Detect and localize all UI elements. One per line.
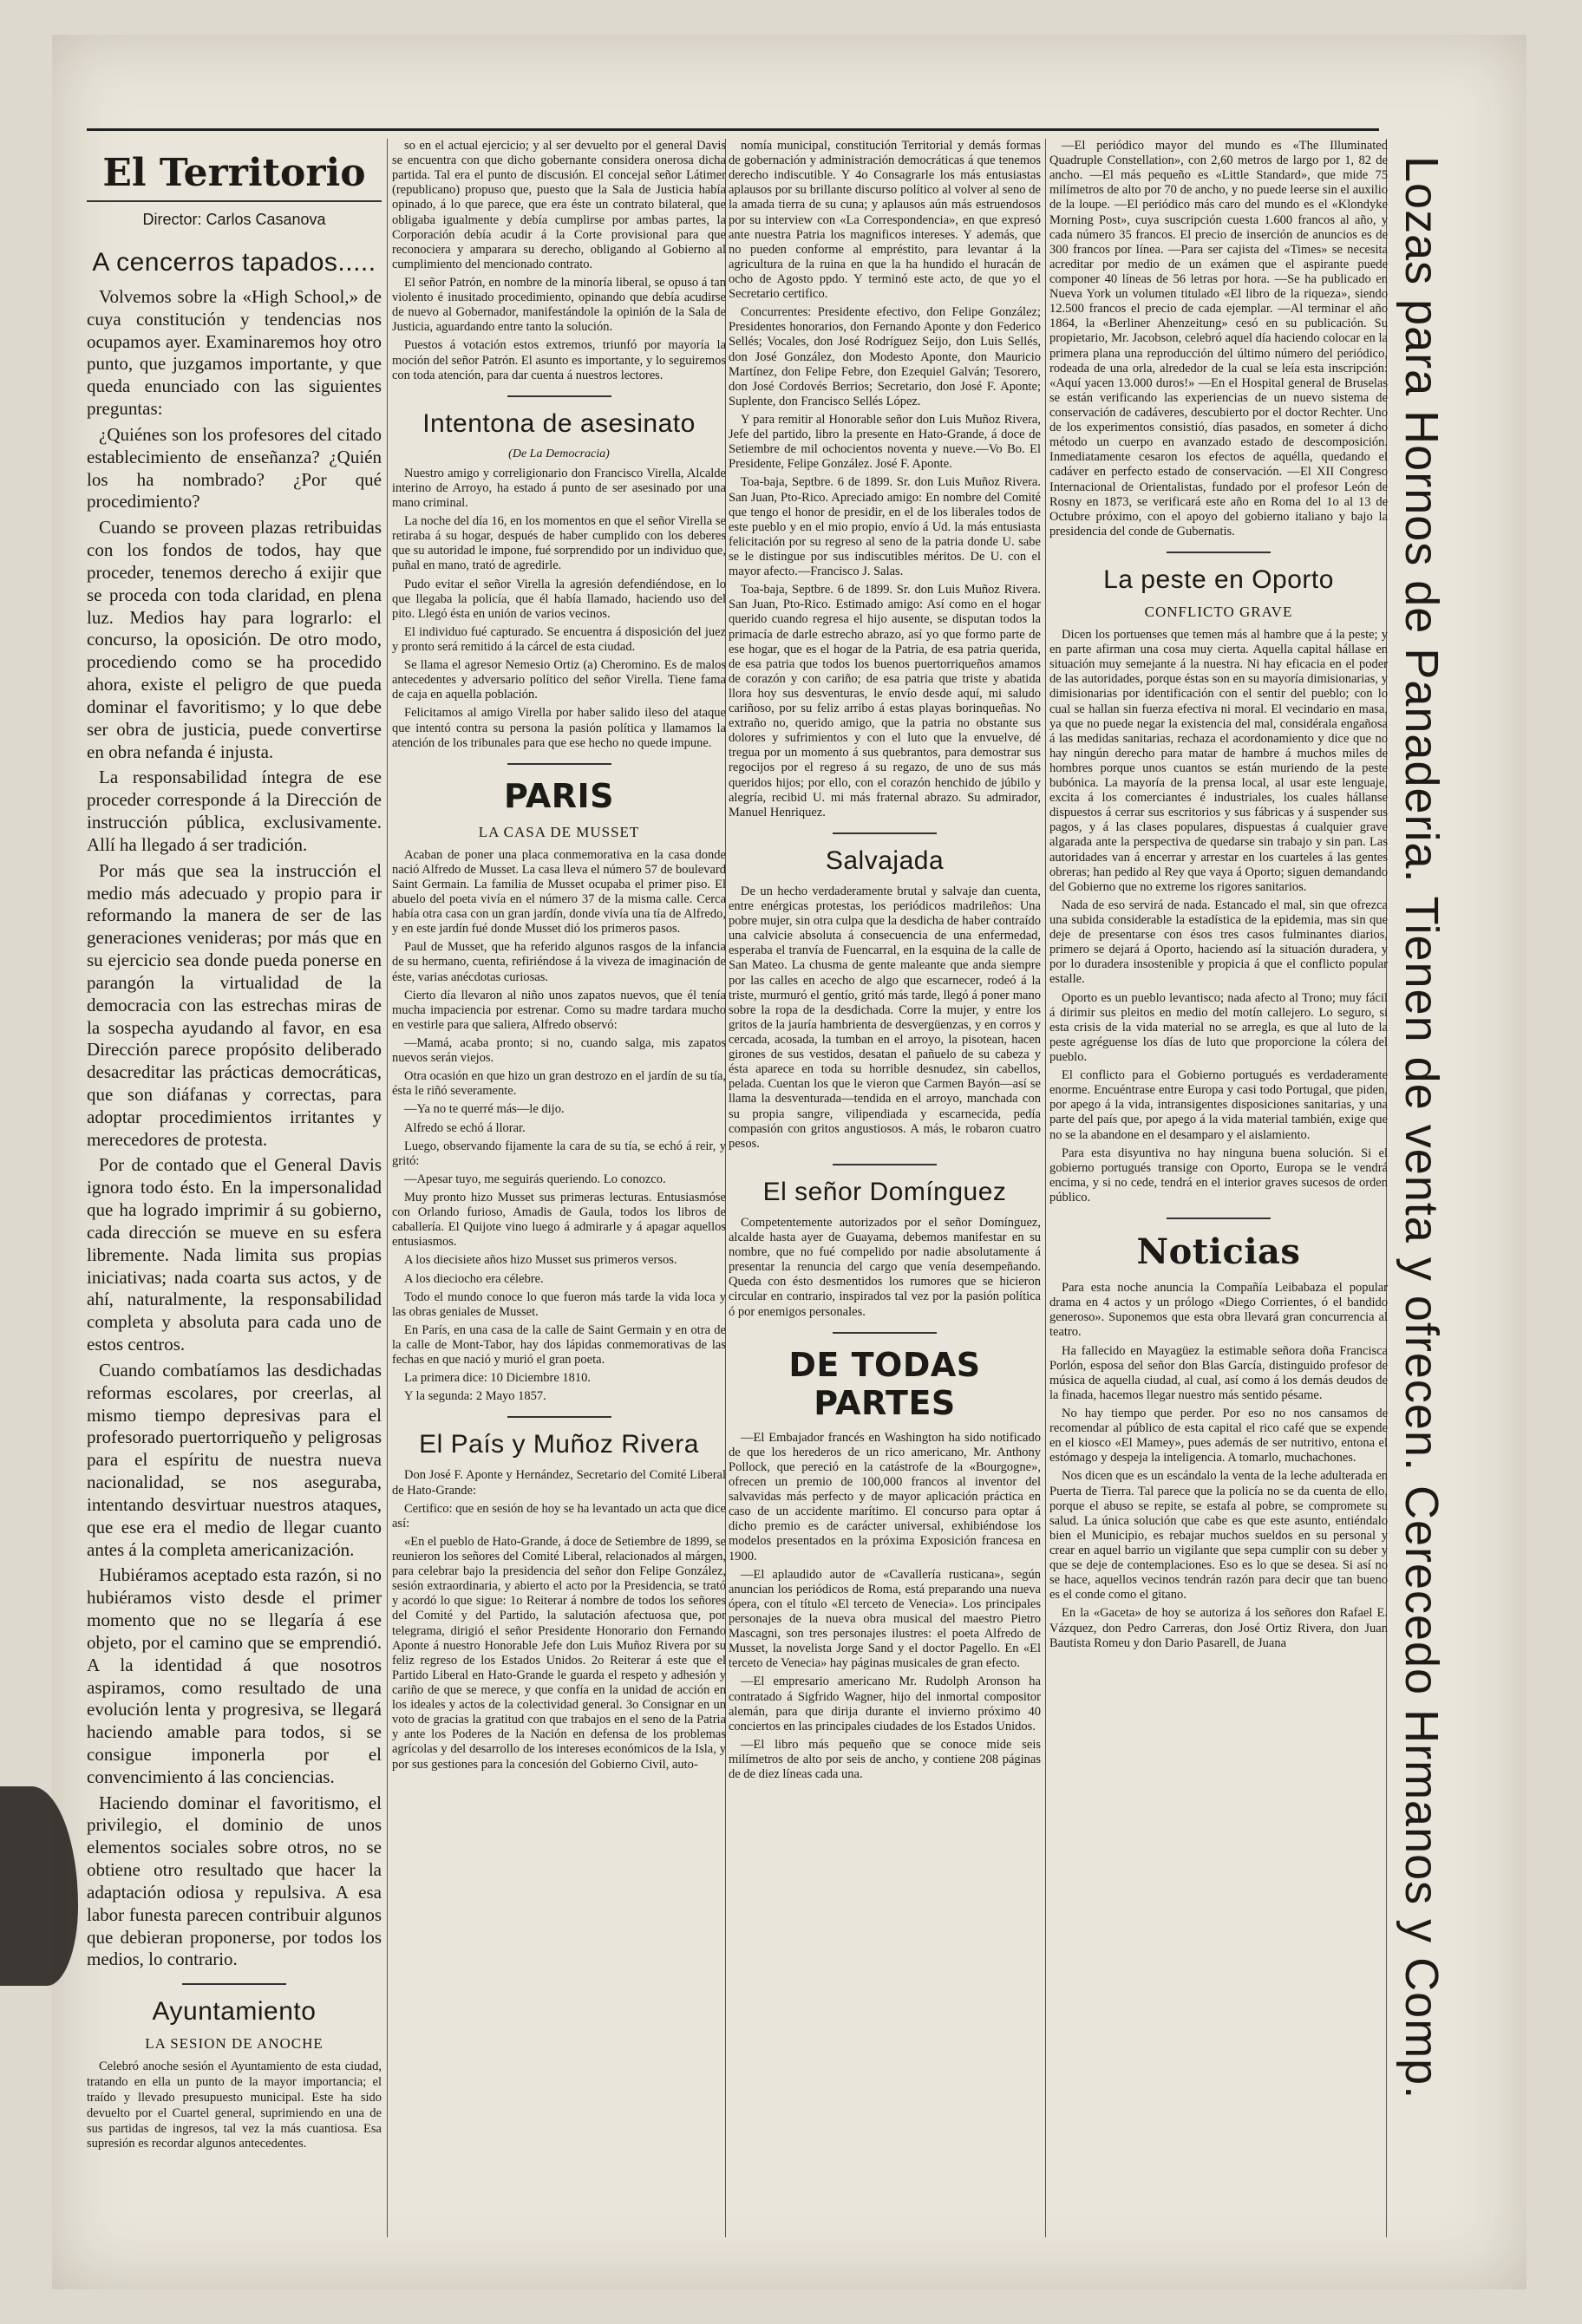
separator [182, 1983, 286, 1985]
paragraph: Muy pronto hizo Musset sus primeras lecturas. Entusiasmóse con Orlando furioso, Amadis de Gaula, todos los libros de caballería. El Quijote vino luego á admirarle y á apagar aquellos entusiasmos. [392, 1191, 726, 1250]
paragraph: Cuando se proveen plazas retribuidas con los fondos de todos, hay que proceder, tenemos derecho á exijir que se proceda con toda claridad, en plena luz. Medios hay para lograrlo: el concurso, la oposición. De otro modo, procediendo como se ha procedido ahora, existe el peligro de que pueda dominar el favoritismo; y lo que debe ser obra de justicia, puede convertirse en obra nefanda é injusta. [87, 517, 382, 762]
paragraph: —El aplaudido autor de «Cavallería rusticana», según anuncian los periódicos de Roma, está preparando una nueva ópera, con el título «El terceto de Venecia». Los principales personajes de la nueva obra musical del maestro Pietro Mascagni, son tres personajes ilustres: el poeta Alfredo de Musset, la novelista Jorge Sand y el doctor Pagello. En «El terceto de Venecia» hay páginas musicales de gran efecto. [729, 1567, 1041, 1671]
column-1 [87, 139, 382, 2156]
paragraph: Dicen los portuenses que temen más al hambre que á la peste; y en parte afirman una cosa muy cierta. Aquella capital hállase en situación muy semejante á la nuestra. Ni hay eficacia en el poder de las autoridades, porque éstas son en su mayoría dimisionarias, y dimisionarias por identificación con el sentir del pueblo; con lo cual se hallan sin fuerza efectiva ni moral. El vecindario en masa, ya que no puede negar la existencia del mal, considérala engañosa á las medidas sanitarias, rechaza el acordonamiento y dice que no hay ningún derecho para matar de hambre á muchos miles de hombres porque unos cuantos se están muriendo de la peste bubónica. La mayoría de la prensa local, al usar este lenguaje, excita á los comerciantes é industriales, los cuales hállanse dispuestos á cerrar sus escritorios y sus fábricas y á suspender sus pagos, y á las clases populares, dispuestas á cualquier grave algarada ante la perspectiva de quedarse sin trabajo y sin pan. Las autoridades van á encerrar y arrestar en los cuarteles á las gentes obreras; han pedido al Rey que vaya á Oporto; siguen demandando del Gobierno que no extreme los rigores sanitarios. [1049, 627, 1388, 894]
separator [1167, 1217, 1271, 1219]
paragraph: Para esta noche anuncia la Compañía Leibabaza el popular drama en 4 actos y un prólogo «Diego Corrientes, ó el bandido generoso». Suponemos que esta obra llevará gran concurrencia al teatro. [1049, 1281, 1388, 1340]
paragraph: Volvemos sobre la «High School,» de cuya constitución y tendencias nos ocupamos ayer. Examinaremos hoy otro punto, que juzgamos importante, y que queda enunciado con las siguientes preguntas: [87, 286, 382, 420]
column-rule [1045, 139, 1046, 2237]
article-heading: El País y Muñoz Rivera [419, 1430, 699, 1459]
paragraph: No hay tiempo que perder. Por eso no nos cansamos de recomendar al público de esta capital el rico café que se expende en el kiosco «El Mamey», pues además de ser nutritivo, entona el estómago y despeja la inteligencia. A tomarlo, muchachones. [1049, 1406, 1388, 1466]
paragraph: Y la segunda: 2 Mayo 1857. [404, 1389, 546, 1404]
paragraph: La noche del día 16, en los momentos en que el señor Virella se retiraba á su hogar, después de haber cumplido con los deberes que su autoridad le impone, fué sorprendido por un individuo que, puñal en mano, trató de agredirle. [392, 514, 726, 573]
paragraph: Oporto es un pueblo levantisco; nada afecto al Trono; muy fácil á dirimir sus pleitos en medio del motín callejero. Lo seguro, si esta crisis de la vida material no se arregla, es que al luto de la peste agréguense los días de luto que proporcione la cólera del pueblo. [1049, 990, 1388, 1065]
paragraph: —El Embajador francés en Washington ha sido notificado de que los herederos de un rico americano, Mr. Anthony Pollock, que pereció en la catástrofe de la «Bourgogne», ofrecen un premio de 100,000 francos al inventor del salvavidas más perfecto y de mayor aplicación práctica en caso de un accidente marítimo. El concurso para optar á dicho premio es de carácter universal, exhibiéndose los modelos presentados en la próxima Exposición francesa en 1900. [729, 1430, 1041, 1563]
paragraph: Luego, observando fijamente la cara de su tía, se echó á reir, y gritó: [392, 1139, 726, 1168]
article-source: (De La Democracia) [508, 447, 610, 460]
top-rule [87, 128, 1379, 131]
article-subheading: LA SESION DE ANOCHE [145, 2035, 324, 2053]
paragraph: so en el actual ejercicio; y al ser devuelto por el general Davis se encuentra con que dicho gobernante considera onerosa dicha partida. Tal era el punto de discusión. El concejal señor Látimer (republicano) propuso que, puesto que la Sala de Justicia había opinado, á lo que parece, que era éste un contrato bilateral, que obligaba igualmente y debía cumplirse por ambas partes, la Corporación debía acudir á la Corte provisional para que reconociera y amparara su derecho, obligando al Gobierno al cumplimiento del mencionado contrato. [392, 139, 726, 271]
paragraph: Nada de eso servirá de nada. Estancado el mal, sin que ofrezca una subida considerable la estadística de la epidemia, mas sin que deje de presentarse con ésos tres casos fulminantes diarios, primero se dejará á Oporto, haciendo así la situación duradera, y por lo duradera insostenible y propicia á que el conflicto popular estalle. [1049, 898, 1388, 987]
paragraph: Para esta disyuntiva no hay ninguna buena solución. Si el gobierno portugués transige con Oporto, Europa se le vendrá encima, y si no cede, tendrá en el interior graves sucesos de orden público. [1049, 1146, 1388, 1204]
paragraph: Celebró anoche sesión el Ayuntamiento de esta ciudad, tratando en ella un punto de la mayor importancia; el traído y llevado presupuesto municipal. Este ha sido devuelto por el Cuartel general, suprimiendo en una de sus partidas de ingresos, tal vez la más cuantiosa. Esa supresión es recordar algunos antecedentes. [87, 2060, 382, 2151]
paragraph: Ha fallecido en Mayagüez la estimable señora doña Francisca Porlón, esposa del señor don Blas García, distinguido profesor de música de aquella ciudad, al cual, así como á los demás deudos de la finada, hacemos llegar nuestro más sentido pésame. [1049, 1343, 1388, 1402]
paragraph: El conflicto para el Gobierno portugués es verdaderamente enorme. Encuéntrase entre Europa y casi todo Portugal, que piden, por apego á la vida, intransigentes disposiciones sanitarias, y una parte del país que, por apego á la vida material también, exige que no se la abandone en el desamparo y el aislamiento. [1049, 1068, 1388, 1142]
separator [507, 395, 611, 397]
article-heading: PARIS [503, 776, 615, 815]
paragraph: Nos dicen que es un escándalo la venta de la leche adulterada en Puerta de Tierra. Tal parece que la policía no se da cuenta de ello, porque el abuso se repite, se estafa al pobre, se compromete su salud. La única solución que cabe es que este asunto, entiéndalo bien el Municipio, es rebajar muchos sueldos en su personal y crear en aquel barrio un vigilante que sepa cumplir con su deber y que se deje de contemplaciones. Eso es lo que se desea. Si así no se hace, aquellos vecinos tendrán razón para decir que tan bueno es el conde como el gitano. [1049, 1469, 1388, 1603]
side-advertisement-text: Lozas para Hornos de Panaderia. Tienen de venta y ofrecen. Cerecedo Hrmanos y Comp. [1396, 156, 1448, 2100]
article-subheading: CONFLICTO GRAVE [1144, 603, 1293, 620]
paragraph: Pudo evitar el señor Virella la agresión defendiéndose, en lo que llegaba la policía, que él había llamado, haciendo uso del pito. Llegó ésta en unión de varios vecinos. [392, 577, 726, 621]
paragraph: El individuo fué capturado. Se encuentra á disposición del juez y pronto será remitido á la cárcel de esta ciudad. [392, 624, 726, 654]
paragraph: —El empresario americano Mr. Rudolph Aronson ha contratado á Sigfrido Wagner, hijo del inmortal compositor alemán, para que dirija durante el invierno próximo 40 conciertos en las principales ciudades de los Estados Unidos. [729, 1674, 1041, 1733]
side-advertisement [1388, 156, 1457, 2100]
paragraph: Competentemente autorizados por el señor Domínguez, alcalde hasta ayer de Guayama, debemos manifestar en su nombre, que no fué compelido por nadie absolutamente á presentar la renuncia del cargo que venía desempeñando. Queda con ésto desmentidos los rumores que se hicieron circular en contrario, inspirados tal vez por la pasión política ó por enemigos personales. [729, 1215, 1041, 1319]
paragraph: Concurrentes: Presidente efectivo, don Felipe González; Presidentes honorarios, don Fernando Aponte y don Federico Sellés; Vocales, don José Rodríguez Seijo, don Luis Sellés, don José González, don Modesto Aponte, don Mauricio Martínez, don Felipe Febre, don Ezequiel Galván; Tesorero, don José Cordovés Berrios; Secretario, don José F. Aponte; Suplente, don Francisco Sellés López. [729, 305, 1041, 408]
paragraph: De un hecho verdaderamente brutal y salvaje dan cuenta, entre enérgicas protestas, los periódicos madrileños: Una pobre mujer, sin otra culpa que la desdicha de haber contraído una calvicie absoluta á consecuencia de una enfermedad, esperaba el tranvía de Fuencarral, en la esquina de la calle de San Mateo. La chusma de gente maleante que anda siempre por las calles en acecho de algo que escarnecer, rodeó á la triste, murmuró el gentío, gritó más tarde, llegó á poner mano sobre la ropa de la desdichada. Corre la mujer, y entre los gritos de la jauría hambrienta de desvergüenzas, y en corros y cercada, acosada, la tumban en el arroyo, la pisotean, hacen girones de sus vestidos, desatan el pañuelo de su cabeza y ésta aparece en toda su horrible desnudez, sin cabellos, pelada. Cuentan los que le vieron que Carmen Bayón—así se llama la desventurada—tendida en el arroyo, manchada con su propia sangre, vilipendiada y escarnecida, pedía compasión con gritos angustiosos. A más, le robaron cuatro pesos. [729, 884, 1041, 1151]
paragraph: Y para remitir al Honorable señor don Luis Muñoz Rivera, Jefe del partido, libro la presente en Hato-Grande, á doce de Setiembre de mil ochocientos noventa y nueve.—Vo Bo. El Presidente, Felipe González. José F. Aponte. [729, 412, 1041, 472]
letter: Toa-baja, Septbre. 6 de 1899. Sr. don Luis Muñoz Rivera. San Juan, Pto-Rico. Estimado amigo: Así como en el hogar querido cuando regresa el hijo ausente, se disputan todos la primacía de darle estrecho abrazo, así yo que formo parte de ese hogar, que es el hogar de la Patria, de esa patria querida, de esa patria que todos los buenos puertorriqueños amamos de corazón y con cariño; de esa patria que triste y abatida llora hoy sus desventuras, le envío desde aquí, mi saludo cariñoso, por su feliz arribo á estas playas borinqueñas. No extraño no, querido amigo, que la patria no obstante sus dolores y sufrimientos y con el luto que la envuelve, dé tregua por un momento á sus quebrantos, para demostrar sus regocijos por el regreso á su regazo, de uno de sus más queridos hijos; por ello, con el corazón henchido de júbilo y alegría, recibid U. mi más fraternal abrazo. Su admirador, Manuel Henriquez. [729, 583, 1041, 819]
paragraph: A los diecisiete años hizo Musset sus primeros versos. [404, 1253, 677, 1268]
article-heading: El señor Domínguez [762, 1177, 1007, 1206]
paragraph: ¿Quiénes son los profesores del citado establecimiento de enseñanza? ¿Quién los ha nombrado? ¿Por qué procedimiento? [87, 423, 382, 512]
paragraph: Hubiéramos aceptado esta razón, si no hubiéramos visto desde el primer momento que no se llegaría á ese objeto, por el camino que se emprendió. A la identidad á que nosotros aspiramos, como resultado de una evolución lenta y progresiva, se llegará haciendo amable para todos, si se consigue imponerla por el convencimiento á las conciencias. [87, 1564, 382, 1787]
paragraph: Cuando combatíamos las desdichadas reformas escolares, por creerlas, al mismo tiempo depresivas para el profesorado puertorriqueño y peligrosas para el espíritu de nuestra nueva nacionalidad, se nos aseguraba, intentando desvirtuar nuestros ataques, que ese era el medio de llegar cuanto antes á la completa americanización. [87, 1359, 382, 1560]
paragraph: Certifico: que en sesión de hoy se ha levantado un acta que dice así: [392, 1501, 726, 1531]
paragraph: En la «Gaceta» de hoy se autoriza á los señores don Rafael E. Vázquez, don Pedro Carreras, don José Ortiz Rivera, don Juan Bautista Romeu y don Dario Pasarell, de Juana [1049, 1606, 1388, 1650]
paragraph: —El periódico mayor del mundo es «The Illuminated Quadruple Constellation», con 2,60 metros de largo por 1, 82 de ancho. —El más pequeño es «Little Standard», que mide 75 milímetros de alto por 70 de ancho, y no puede leerse sin el auxilio de la loupe. —El periódico más caro del mundo es el «Klondyke Morning Post», cuya suscripción cuesta 1.600 francos al año, y cada número 35 francos. El precio de inserción de anuncios es de 300 francos por línea. —Para ser cajista del «Times» se necesita acreditar por medio de un exámen que el aspirante puede componer 40 líneas de 56 letras por hora. —Se ha publicado en Nueva York un volumen titulado «El libro de la riqueza», siendo 12.500 francos el precio de cada ejemplar. —Al terminar el año 1864, la «Berliner Ahenzeitung» cesó en su publicación. Su propietario, Mr. Jacobson, celebró aquel día haciendo colocar en la primera plana una reproducción del último número del periódico, rodeada de una orla, alrededor de la cual se leía esta inscripción: «Aquí yacen 13.000 duros!» —En el Hospital general de Bruselas se están verificando las experiencias de un nuevo sistema de conservación de cadáveres, descubierto por el doctor Rechter. Uno de los experimentos consistió, días pasados, en someter á dicho método un cuerpo en avanzado estado de descomposición. Inmediatamente cesaron los efectos de aquélla, quedando el cadáver en perfecto estado de conservación. —El XII Congreso Internacional de Orientalistas, fundado por el profesor León de Rosny en 1873, se verificará este año en Roma del 1o al 13 de Octubre próximo, con el apoyo del gobierno italiano y bajo la presidencia del conde de Gubernatis. [1049, 139, 1388, 539]
article-heading: Noticias [1136, 1231, 1301, 1273]
paragraph: Por de contado que el General Davis ignora todo ésto. En la impersonalidad que ha logrado imprimir á su gobierno, cada dirección se mueve en su esfera libremente. Nada limita sus propias iniciativas; nada coarta sus actos, y de ahí, naturalmente, la responsabilidad completa y absoluta para cada uno de estos centros. [87, 1154, 382, 1355]
separator [507, 1416, 611, 1418]
paragraph: «En el pueblo de Hato-Grande, á doce de Setiembre de 1899, se reunieron los señores del Comité Liberal, relacionados al márgen, para celebrar bajo la presidencia del señor don Felipe González, sesión extraordinaria, y abierto el acto por la Presidencia, se trató y acordó lo que sigue: 1o Reiterar á nombre de todos los señores del Comité y del Partido, la salutación afectuosa que, por telegrama, dirigió el señor Presidente Honorario don Fernando Aponte á nuestro Honorable Jefe don Luis Muñoz Rivera por su feliz regreso de los Estados Unidos. 2o Reiterar á este que el Partido Liberal en Hato-Grande le guarda el respeto y adhesión y cariño de que se merece, y que confía en la unidad de acción en los ideales y actos de la colectividad general. 3o Consignar en un voto de gracias la gratitud con que trabajos en el seno de la Patria y ante los Poderes de la Nación en defensa de los problemas agrícolas y del desarrollo de los intereses económicos de la Isla, y por sus gestiones para la concesión del Gobierno Civil, auto- [392, 1534, 726, 1772]
paragraph: Don José F. Aponte y Hernández, Secretario del Comité Liberal de Hato-Grande: [392, 1468, 726, 1498]
paragraph: nomía municipal, constitución Territorial y demás formas de gobernación y administración democráticas á que tenemos derecho indiscutible. Y 4o Consagrarle los más entusiastas aplausos por su brillante discurso político al volver al seno de la amada tierra de su cuna; y aplausos aún más estruendosos por su interview con «La Correspondencia», en que expresó ante nuestra Patria los magnificos intereses. Y además, que no pueden conforme al empréstito, para levantar á la agricultura de la ruina en que la ha hundido el huracán de ocho de Agosto ppdo. Y terminó este acto, de que yo el Secretario certifico. [729, 139, 1041, 302]
article-heading: A cencerros tapados..... [92, 248, 376, 277]
paragraph: A los dieciocho era célebre. [404, 1271, 544, 1286]
column-2 [392, 139, 726, 1776]
separator [833, 1332, 937, 1334]
paragraph: Acaban de poner una placa conmemorativa en la casa donde nació Alfredo de Musset. La casa lleva el número 57 de boulevard Saint Germain. La familia de Musset ocupaba el primer piso. El abuelo del poeta vivía en el número 37 de la misma calle. Cerca había otra casa con un gran jardín, donde vivía una tía de Alfredo, y en este jardín fué donde Musset dió los primeros pasos. [392, 847, 726, 937]
paragraph: En París, en una casa de la calle de Saint Germain y en otra de la calle de Mont-Tabor, hay dos lápidas conmemorativas de las fechas en que nació y murió el gran poeta. [392, 1322, 726, 1368]
paragraph: Haciendo dominar el favoritismo, el privilegio, el dominio de unos elementos sociales sobre otros, no se obtiene otro resultado que hacer la adaptación odiosa y repulsiva. A esa labor funesta parecen contribuir algunos que debieran proponerse, por todos los medios, lo contrario. [87, 1792, 382, 1970]
paragraph: El señor Patrón, en nombre de la minoría liberal, se opuso á tan violento é inusitado procedimiento, opinando que debía acudirse de nuevo al Gobernador, manifestándole la opinión de la Sala de Justicia, aguardando entre tanto la solución. [392, 275, 726, 335]
paragraph: Otra ocasión en que hizo un gran destrozo en el jardín de su tía, ésta le riñó severamente. [392, 1069, 726, 1099]
paragraph: Cierto día llevaron al niño unos zapatos nuevos, que él tenía mucha impaciencia por estrenar. Como su madre tardara mucho en vestirle para que saliera, Alfredo observó: [392, 988, 726, 1032]
separator [1167, 552, 1271, 553]
paragraph: —Apesar tuyo, me seguirás queriendo. Lo conozco. [404, 1172, 666, 1186]
paragraph: —Ya no te querré más—le dijo. [404, 1102, 565, 1117]
masthead-title: El Territorio [102, 151, 366, 195]
paragraph: Alfredo se echó á llorar. [404, 1120, 526, 1135]
paragraph: La primera dice: 10 Diciembre 1810. [404, 1371, 592, 1386]
paragraph: Nuestro amigo y correligionario don Francisco Virella, Alcalde interino de Arroyo, ha estado á punto de ser asesinado por una mano criminal. [392, 466, 726, 510]
article-subheading: LA CASA DE MUSSET [478, 823, 640, 840]
paragraph: —Mamá, acaba pronto; si no, cuando salga, mis zapatos nuevos serán viejos. [392, 1036, 726, 1066]
paragraph: Todo el mundo conoce lo que fueron más tarde la vida loca y las obras geniales de Musset. [392, 1289, 726, 1319]
article-heading: DE TODAS PARTES [788, 1345, 981, 1422]
column-3 [729, 139, 1041, 1785]
separator [507, 763, 611, 765]
paragraph: Puestos á votación estos extremos, triunfó por mayoría la moción del señor Patrón. El asunto es importante, y lo seguiremos con toda atención, para dar cuenta á nuestros lectores. [392, 338, 726, 382]
paragraph: Por más que sea la instrucción el medio más adecuado y propio para ir reformando la manera de ser de las generaciones venideras; por más que en su ejercicio sea donde pueda ponerse en parangón la virtualidad de la democracia con las estrechas miras de la sospecha ayudando al favor, en esa Dirección parece propósito deliberado desacreditar las prácticas democráticas, que son diáfanas y correctas, para adoptar procedimientos irritantes y merecedores de protesta. [87, 859, 382, 1150]
separator [833, 1164, 937, 1165]
paragraph: Paul de Musset, que ha referido algunos rasgos de la infancia de su hermano, cuenta, refiriéndose á la viveza de imaginación de éste, varias anécdotas curiosas. [392, 940, 726, 984]
masthead-director: Director: Carlos Casanova [87, 200, 382, 229]
letter: Toa-baja, Septbre. 6 de 1899. Sr. don Luis Muñoz Rivera. San Juan, Pto-Rico. Apreciado amigo: En nombre del Comité que tengo el honor de presidir, en el de los liberales todos de este pueblo y en el mio propio, envío á Ud. la más entusiasta felicitación por su regreso al seno de la patria donde U. sabe se le distingue por sus indiscutibles méritos. De U. con el mayor afecto.—Francisco J. Salas. [729, 475, 1041, 579]
paragraph: Felicitamos al amigo Virella por haber salido ileso del ataque que intentó contra su persona la pasión política y llamamos la atención de los tribunales para que ese hecho no quede impune. [392, 706, 726, 750]
paragraph: La responsabilidad íntegra de ese proceder corresponde á la Dirección de instrucción pública, exclusivamente. Allí ha llegado á ser tradición. [87, 767, 382, 855]
paragraph: —El libro más pequeño que se conoce mide seis milímetros de alto por seis de ancho, y contiene 208 páginas de de diez líneas cada una. [729, 1737, 1041, 1782]
article-heading: Ayuntamiento [152, 1997, 317, 2027]
separator [833, 832, 937, 834]
article-heading: Intentona de asesinato [422, 408, 696, 438]
article-heading: La peste en Oporto [1103, 565, 1334, 594]
article-heading: Salvajada [825, 845, 945, 875]
column-rule [387, 139, 388, 2237]
paragraph: Se llama el agresor Nemesio Ortiz (a) Cheromino. Es de malos antecedentes y adversario político del señor Virella. Tiene fama de caja en aquella población. [392, 658, 726, 702]
column-4 [1049, 139, 1388, 1655]
